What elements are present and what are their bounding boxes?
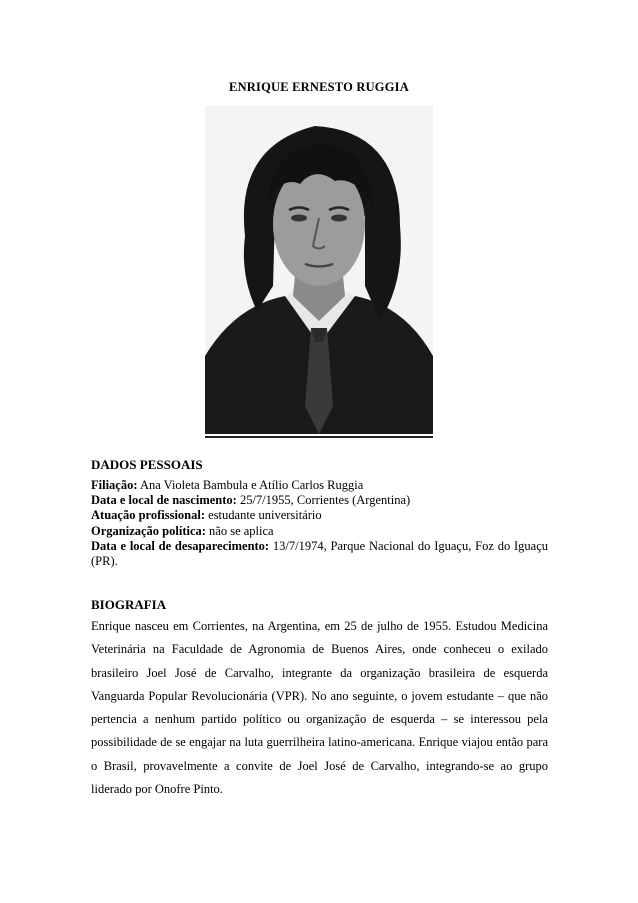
field-label: Organização política: (91, 523, 206, 538)
page-title: ENRIQUE ERNESTO RUGGIA (229, 80, 409, 94)
field-value: Ana Violeta Bambula e Atílio Carlos Ruggia (137, 478, 364, 492)
field-desaparecimento (91, 539, 548, 569)
field-filiacao (91, 478, 548, 493)
field-value: 13/7/1974, Parque Nacional do Iguaçu, Foz do Iguaçu (PR). (91, 538, 548, 569)
field-value: estudante universitário (205, 508, 322, 523)
field-organizacao (91, 524, 548, 539)
biography-text: Enrique nasceu em Corrientes, na Argentina, em 25 de julho de 1955. Estudou Medicina Veterinária na Faculdade de Agronomia de Buenos Aires, onde conheceu o exilado brasileiro Joel José de Carvalho, integrante da organização brasileira de esquerda Vanguarda Popular Revolucionária (VPR). No ano seguinte, o jovem estudante – que não pertencia a nenhum partido político ou organização de esquerda – se interessou pela possibilidade de se engajar na luta guerrilheira latino-americana. Enrique viajou então para o Brasil, provavelmente a convite de Joel José de Carvalho, integrando-se ao grupo liderado por Onofre Pinto. (91, 619, 548, 797)
field-value: 25/7/1955, Corrientes (Argentina) (236, 493, 411, 508)
portrait-photo (205, 106, 433, 438)
field-nascimento (91, 493, 548, 508)
portrait-image (205, 106, 433, 434)
field-label: Filiação: (91, 478, 138, 492)
field-atuacao (91, 508, 548, 523)
biography-heading: BIOGRAFIA (91, 597, 167, 612)
field-label: Data e local de nascimento: (91, 493, 237, 508)
field-value: não se aplica (205, 523, 274, 538)
personal-data-section (91, 457, 548, 569)
personal-data-heading: DADOS PESSOAIS (91, 457, 203, 472)
biography-section (91, 597, 548, 801)
field-label: Data e local de desaparecimento: (91, 538, 270, 553)
field-label: Atuação profissional: (91, 508, 206, 523)
